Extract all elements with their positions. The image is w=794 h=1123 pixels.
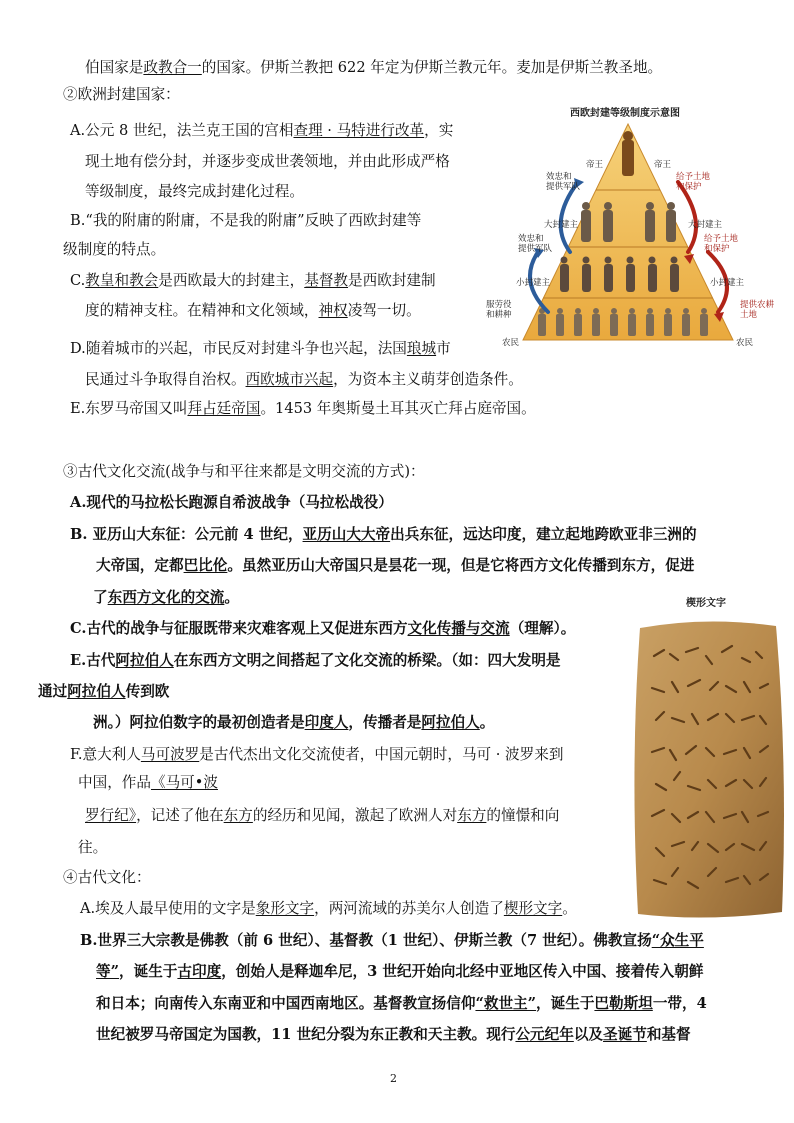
label-grant-upper: 给予土地 和保护 bbox=[676, 172, 711, 192]
text-line: 世纪被罗马帝国定为国教，11 世纪分裂为东正教和天主教。现行公元纪年以及圣诞节和基督 bbox=[96, 1026, 691, 1043]
label-king-right: 帝王 bbox=[654, 160, 672, 170]
text-line: 度的精神支柱。在精神和文化领域，神权凌驾一切。 bbox=[85, 302, 421, 319]
text-line: 现土地有偿分封，并逐步变成世袭领地，并由此形成严格 bbox=[85, 153, 450, 170]
feudal-hierarchy-figure bbox=[478, 102, 778, 352]
text-line: A.现代的马拉松长跑源自希波战争（马拉松战役） bbox=[70, 494, 393, 511]
text-line: A.公元 8 世纪，法兰克王国的宫相查理 · 马特进行改革，实 bbox=[70, 122, 454, 139]
label-duty-upper: 效忠和 提供军队 bbox=[546, 172, 581, 192]
text-line: 了东西方文化的交流。 bbox=[93, 589, 239, 606]
text-line: 等”，诞生于古印度，创始人是释迦牟尼，3 世纪开始向北经中亚地区传入中国、接着传入朝鲜 bbox=[96, 963, 704, 980]
text-line: 中国，作品《马可•波 bbox=[78, 774, 218, 791]
section-heading: ③古代文化交流(战争与和平往来都是文明交流的方式)： bbox=[63, 463, 425, 480]
label-king-left: 帝王 bbox=[586, 160, 604, 170]
text-line: 等级制度，最终完成封建化过程。 bbox=[85, 183, 304, 200]
label-grant-lower: 给予土地 和保护 bbox=[704, 234, 739, 254]
cuneiform-tablet-illustration bbox=[626, 616, 792, 926]
section-heading: ④古代文化： bbox=[63, 869, 151, 886]
pyramid-illustration bbox=[478, 102, 778, 352]
cuneiform-figure bbox=[626, 594, 792, 924]
text-line: 级制度的特点。 bbox=[63, 241, 166, 258]
figure-title: 楔形文字 bbox=[686, 598, 726, 609]
figure-title: 西欧封建等级制度示意图 bbox=[570, 108, 680, 119]
label-minor-left: 小封建主 bbox=[516, 278, 551, 288]
label-minor-right: 小封建主 bbox=[710, 278, 745, 288]
label-farm: 提供农耕 土地 bbox=[740, 300, 775, 320]
text-line: 罗行纪》，记述了他在东方的经历和见闻，激起了欧洲人对东方的憧憬和向 bbox=[85, 807, 560, 824]
text-line: B. 亚历山大东征：公元前 4 世纪，亚历山大大帝出兵东征，远达印度，建立起地跨欧亚非三洲的 bbox=[70, 526, 697, 543]
text-line: B.“我的附庸的附庸，不是我的附庸”反映了西欧封建等 bbox=[70, 212, 422, 229]
text-line: 洲。）阿拉伯数字的最初创造者是印度人，传播者是阿拉伯人。 bbox=[93, 714, 495, 731]
text-line: E.古代阿拉伯人在东西方文明之间搭起了文化交流的桥梁。（如：四大发明是 bbox=[70, 652, 561, 669]
section-heading: ②欧洲封建国家： bbox=[63, 86, 180, 103]
text-line: 通过阿拉伯人传到欧 bbox=[38, 683, 170, 700]
text-line: 和日本；向南传入东南亚和中国西南地区。基督教宣扬信仰“救世主”，诞生于巴勒斯坦一带，4 bbox=[96, 995, 707, 1012]
text-line: 民通过斗争取得自治权。西欧城市兴起，为资本主义萌芽创造条件。 bbox=[85, 371, 523, 388]
text-line: C.古代的战争与征服既带来灾难客观上又促进东西方文化传播与交流（理解）。 bbox=[70, 620, 576, 637]
text-line: A.埃及人最早使用的文字是象形文字，两河流域的苏美尔人创造了楔形文字。 bbox=[80, 900, 577, 917]
text-line: 往。 bbox=[78, 839, 108, 856]
label-duty-lower: 效忠和 提供军队 bbox=[518, 234, 553, 254]
text-line: 伯国家是政教合一的国家。伊斯兰教把 622 年定为伊斯兰教元年。麦加是伊斯兰教圣地。 bbox=[85, 59, 663, 76]
text-line: C.教皇和教会是西欧最大的封建主，基督教是西欧封建制 bbox=[70, 272, 436, 289]
label-peasant-right: 农民 bbox=[736, 338, 754, 348]
text-line: B.世界三大宗教是佛教（前 6 世纪）、基督教（1 世纪）、伊斯兰教（7 世纪）。佛教宣扬“众生平 bbox=[80, 932, 704, 949]
text-line: E.东罗马帝国又叫拜占廷帝国。1453 年奥斯曼土耳其灭亡拜占庭帝国。 bbox=[70, 400, 536, 417]
text-line: D.随着城市的兴起，市民反对封建斗争也兴起，法国琅城市 bbox=[70, 340, 451, 357]
text-line: F.意大利人马可波罗是古代杰出文化交流使者，中国元朝时，马可 · 波罗来到 bbox=[70, 746, 564, 763]
label-peasant-left: 农民 bbox=[502, 338, 520, 348]
label-serve: 服劳役 和耕种 bbox=[486, 300, 512, 320]
text-line: 大帝国，定都巴比伦。虽然亚历山大帝国只是昙花一现，但是它将西方文化传播到东方，促进 bbox=[96, 557, 695, 574]
page-number: 2 bbox=[390, 1072, 397, 1085]
label-lord-left: 大封建主 bbox=[544, 220, 579, 230]
label-lord-right: 大封建主 bbox=[688, 220, 723, 230]
